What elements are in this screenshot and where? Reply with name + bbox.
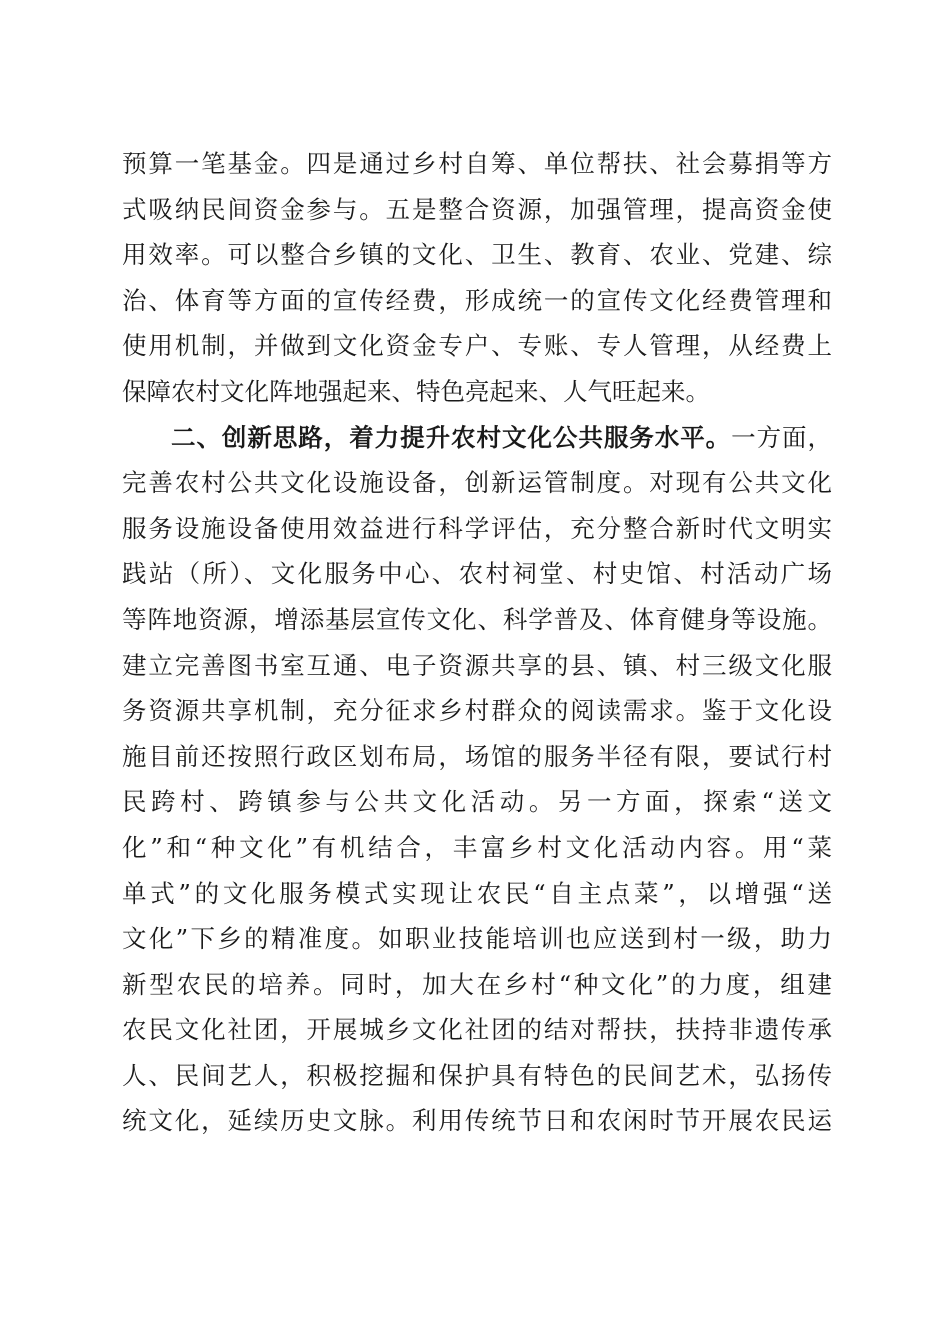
text-line: 人、民间艺人，积极挖掘和保护具有特色的民间艺术，弘扬传	[122, 1060, 832, 1090]
text-line: 统文化，延续历史文脉。利用传统节日和农闲时节开展农民运	[122, 1106, 832, 1136]
text-line: 化”和“种文化”有机结合，丰富乡村文化活动内容。用“菜	[122, 832, 832, 862]
text-line: 新型农民的培养。同时，加大在乡村“种文化”的力度，组建	[122, 969, 832, 999]
text-line: 文化”下乡的精准度。如职业技能培训也应送到村一级，助力	[122, 924, 832, 954]
text-line: 完善农村公共文化设施设备，创新运管制度。对现有公共文化	[122, 468, 832, 498]
section-heading: 二、创新思路，着力提升农村文化公共服务水平。	[171, 422, 732, 452]
text-span: 一方面，	[731, 422, 833, 452]
section-heading-line	[122, 415, 832, 461]
text-line: 农民文化社团，开展城乡文化社团的结对帮扶，扶持非遗传承	[122, 1015, 832, 1045]
text-line: 预算一笔基金。四是通过乡村自筹、单位帮扶、社会募捐等方	[122, 149, 832, 178]
text-line: 等阵地资源，增添基层宣传文化、科学普及、体育健身等设施。	[122, 604, 832, 634]
text-line: 治、体育等方面的宣传经费，形成统一的宣传文化经费管理和	[122, 285, 832, 315]
text-line: 式吸纳民间资金参与。五是整合资源，加强管理，提高资金使	[122, 194, 832, 224]
text-line: 单式”的文化服务模式实现让农民“自主点菜”，以增强“送	[122, 878, 832, 908]
text-line: 用效率。可以整合乡镇的文化、卫生、教育、农业、党建、综	[122, 240, 832, 270]
body-text	[122, 141, 832, 1144]
text-line: 民跨村、跨镇参与公共文化活动。另一方面，探索“送文	[122, 787, 832, 817]
text-line: 保障农村文化阵地强起来、特色亮起来、人气旺起来。	[122, 376, 710, 406]
text-line: 建立完善图书室互通、电子资源共享的县、镇、村三级文化服	[122, 650, 832, 680]
text-line: 务资源共享机制，充分征求乡村群众的阅读需求。鉴于文化设	[122, 696, 832, 726]
text-line: 施目前还按照行政区划布局，场馆的服务半径有限，要试行村	[122, 741, 832, 771]
text-line: 使用机制，并做到文化资金专户、专账、专人管理，从经费上	[122, 331, 832, 361]
text-line: 践站（所）、文化服务中心、农村祠堂、村史馆、村活动广场	[122, 559, 832, 589]
text-line: 服务设施设备使用效益进行科学评估，充分整合新时代文明实	[122, 513, 832, 543]
